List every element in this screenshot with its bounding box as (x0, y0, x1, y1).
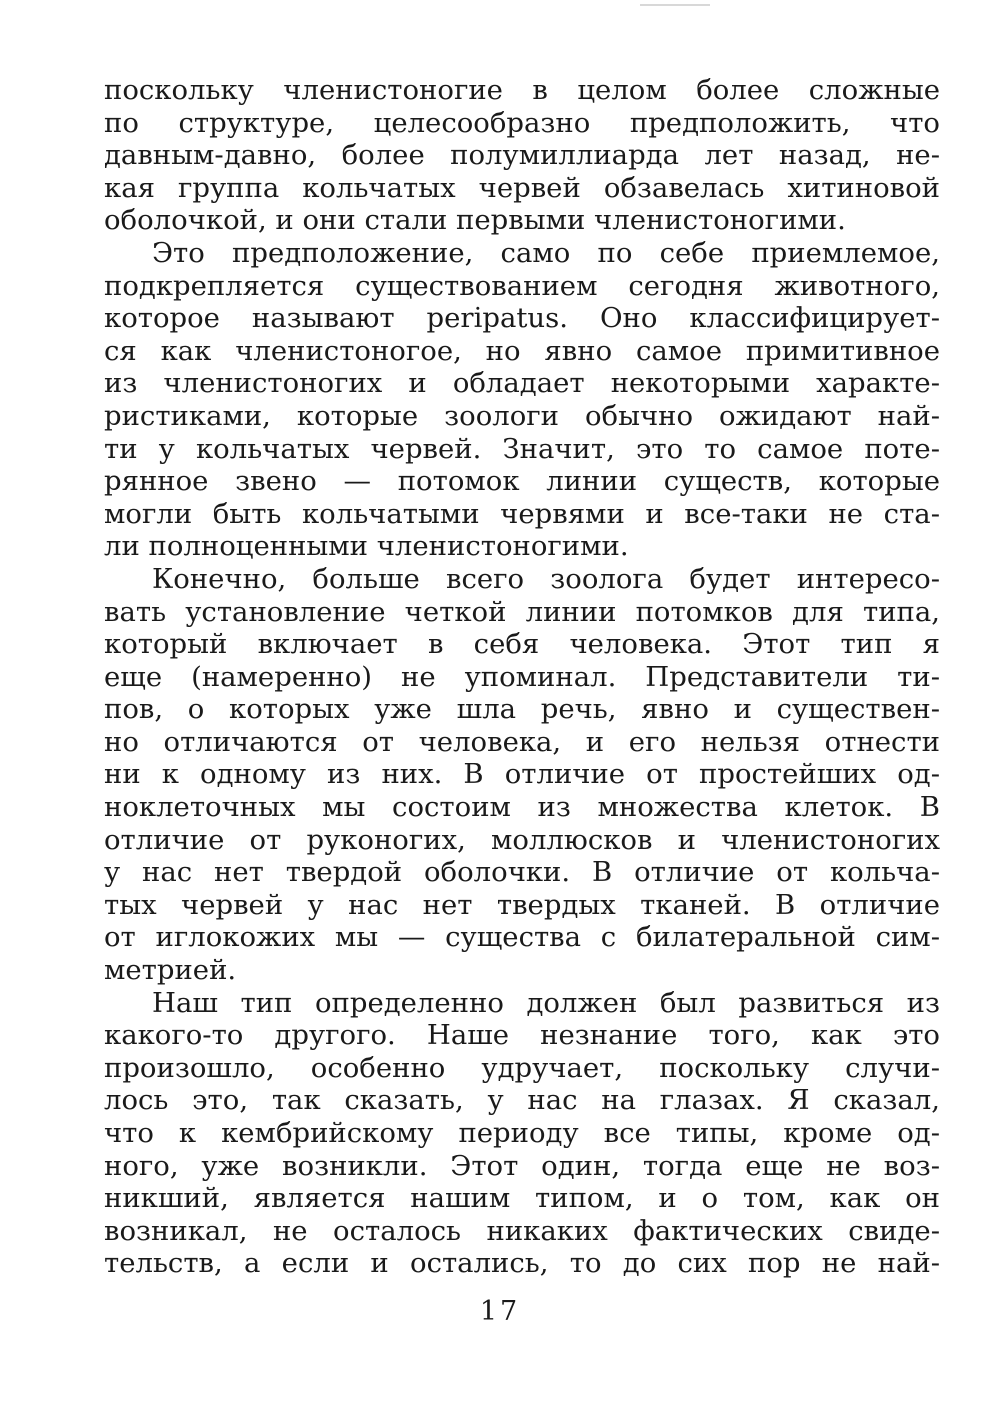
text-line: какого-то другого. Наше незнание того, как это (104, 1019, 940, 1052)
text-line: возникал, не осталось никаких фактических свиде- (104, 1214, 940, 1247)
text-line: метрией. (104, 954, 237, 987)
text-line: ного, уже возникли. Этот один, тогда еще не воз- (104, 1149, 940, 1182)
text-line: еще (намеренно) не упоминал. Представители ти- (104, 660, 940, 693)
text-line: подкрепляется существованием сегодня животного, (104, 269, 940, 302)
text-line: но отличаются от человека, и его нельзя отнести (104, 725, 940, 758)
paragraph (104, 237, 940, 563)
text-line: рянное звено — потомок линии существ, которые (104, 465, 940, 498)
text-line: отличие от руконогих, моллюсков и членистоногих (104, 823, 940, 856)
paragraph (104, 563, 940, 987)
text-line: у нас нет твердой оболочки. В отличие от кольча- (104, 856, 940, 889)
text-line: ноклеточных мы состоим из множества клеток. В (104, 791, 940, 824)
text-line: оболочкой, и они стали первыми членистоногими. (104, 204, 846, 237)
paragraph (104, 74, 940, 237)
text-line: ли полноценными членистоногими. (104, 530, 629, 563)
text-line: по структуре, целесообразно предположить, что (104, 106, 940, 139)
text-line: ристиками, которые зоологи обычно ожидают най- (104, 399, 940, 432)
text-line: ся как членистоногое, но явно самое примитивное (104, 334, 940, 367)
text-line: пов, о которых уже шла речь, явно и существен- (104, 693, 940, 726)
text-line: тельств, а если и остались, то до сих пор не най- (104, 1247, 940, 1280)
text-line: из членистоногих и обладает некоторыми характе- (104, 367, 940, 400)
text-line: кая группа кольчатых червей обзавелась хитиновой (104, 171, 940, 204)
text-line: Это предположение, само по себе приемлемое, (152, 236, 940, 269)
paragraph (104, 987, 940, 1280)
text-line: никший, является нашим типом, и о том, как он (104, 1182, 940, 1215)
text-line: вать установление четкой линии потомков для типа, (104, 595, 940, 628)
text-line: ти у кольчатых червей. Значит, это то самое поте- (104, 432, 940, 465)
page-number: 17 (479, 1296, 521, 1327)
text-line: что к кембрийскому периоду все типы, кроме од- (104, 1117, 940, 1149)
text-line: поскольку членистоногие в целом более сложные (104, 74, 940, 106)
body-text (104, 74, 940, 1280)
text-line: лось это, так сказать, у нас на глазах. Я сказал, (104, 1084, 940, 1117)
text-line: тых червей у нас нет твердых тканей. В отличие (104, 888, 940, 921)
text-line: произошло, особенно удручает, поскольку случи- (104, 1051, 940, 1084)
text-line: от иглокожих мы — существа с билатеральной сим- (104, 921, 940, 954)
text-line: могли быть кольчатыми червями и все-таки не ста- (104, 497, 940, 530)
text-line: ни к одному из них. В отличие от простейших од- (104, 758, 940, 791)
text-line: который включает в себя человека. Этот тип я (104, 628, 940, 661)
scan-artifact (640, 4, 710, 6)
text-line: Наш тип определенно должен был развиться из (152, 986, 940, 1019)
text-line: давным-давно, более полумиллиарда лет назад, не- (104, 139, 940, 172)
text-line: Конечно, больше всего зоолога будет интересо- (152, 562, 940, 595)
text-line: которое называют peripatus. Оно классифицирует- (104, 302, 940, 335)
